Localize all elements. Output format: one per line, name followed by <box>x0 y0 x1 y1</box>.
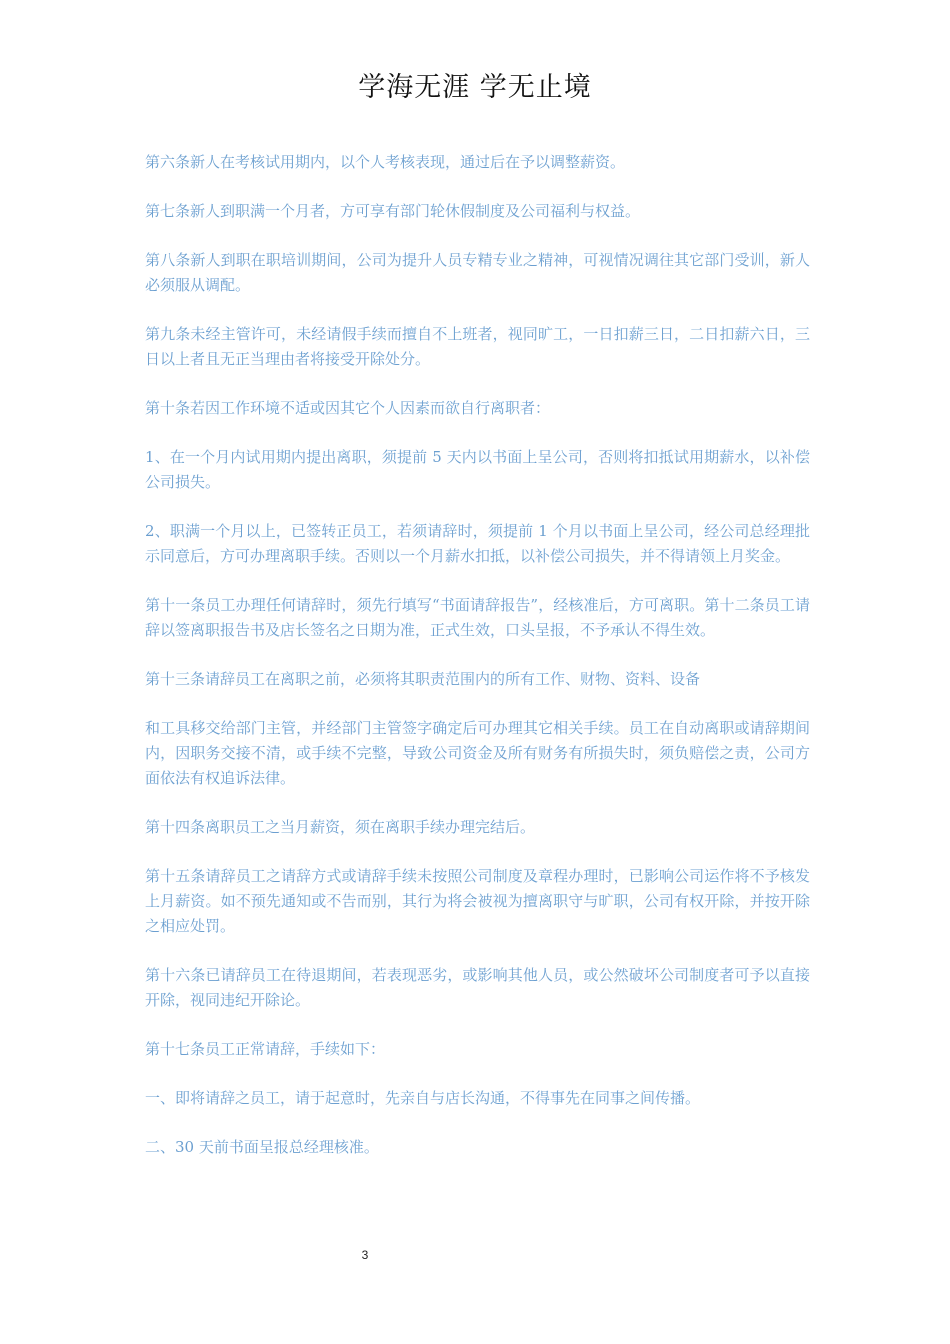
paragraph-article-8: 第八条新人到职在职培训期间，公司为提升人员专精专业之精神，可视情况调往其它部门受训，新人必须服从调配。 <box>145 251 810 294</box>
paragraph-article-11-12: 第十一条员工办理任何请辞时，须先行填写“书面请辞报告”，经核准后，方可离职。第十二条员工请辞以签离职报告书及店长签名之日期为准，正式生效，口头呈报，不予承认不得生效。 <box>145 596 810 639</box>
paragraph-article-10: 第十条若因工作环境不适或因其它个人因素而欲自行离职者： <box>145 399 551 417</box>
paragraph-item-1: 1、在一个月内试用期内提出离职，须提前 5 天内以书面上呈公司，否则将扣抵试用期薪水，以补偿公司损失。 <box>145 448 810 491</box>
paragraph-article-7: 第七条新人到职满一个月者，方可享有部门轮休假制度及公司福利与权益。 <box>145 202 641 220</box>
paragraph-item-2: 2、职满一个月以上，已签转正员工，若须请辞时，须提前 1 个月以书面上呈公司，经公司总经理批示同意后，方可办理离职手续。否则以一个月薪水扣抵，以补偿公司损失，并不得请领上月奖金。 <box>145 522 810 565</box>
document-body <box>145 150 810 1184</box>
paragraph-article-14: 第十四条离职员工之当月薪资，须在离职手续办理完结后。 <box>145 818 536 836</box>
paragraph-article-16: 第十六条已请辞员工在待退期间，若表现恶劣，或影响其他人员，或公然破坏公司制度者可予以直接开除，视同违纪开除论。 <box>145 966 810 1009</box>
paragraph-article-9: 第九条未经主管许可，未经请假手续而擅自不上班者，视同旷工，一日扣薪三日，二日扣薪六日，三日以上者且无正当理由者将接受开除处分。 <box>145 325 810 368</box>
paragraph-step-2: 二、30 天前书面呈报总经理核准。 <box>145 1138 379 1156</box>
paragraph-article-6: 第六条新人在考核试用期内，以个人考核表现，通过后在予以调整薪资。 <box>145 153 626 171</box>
paragraph-article-15: 第十五条请辞员工之请辞方式或请辞手续未按照公司制度及章程办理时，已影响公司运作将不予核发上月薪资。如不预先通知或不告而别，其行为将会被视为擅离职守与旷职，公司有权开除，并按开除之相应处罚。 <box>145 867 810 935</box>
page-number: 3 <box>361 1248 369 1262</box>
paragraph-article-13-continued: 和工具移交给部门主管，并经部门主管签字确定后可办理其它相关手续。员工在自动离职或请辞期间内，因职务交接不清，或手续不完整，导致公司资金及所有财务有所损失时，须负赔偿之责，公司方面依法有权追诉法律。 <box>145 719 810 787</box>
page-header-title: 学海无涯 学无止境 <box>358 72 592 103</box>
paragraph-article-13: 第十三条请辞员工在离职之前，必须将其职责范围内的所有工作、财物、资料、设备 <box>145 670 701 688</box>
paragraph-step-1: 一、即将请辞之员工，请于起意时，先亲自与店长沟通，不得事先在同事之间传播。 <box>145 1089 701 1107</box>
paragraph-article-17: 第十七条员工正常请辞，手续如下： <box>145 1040 386 1058</box>
